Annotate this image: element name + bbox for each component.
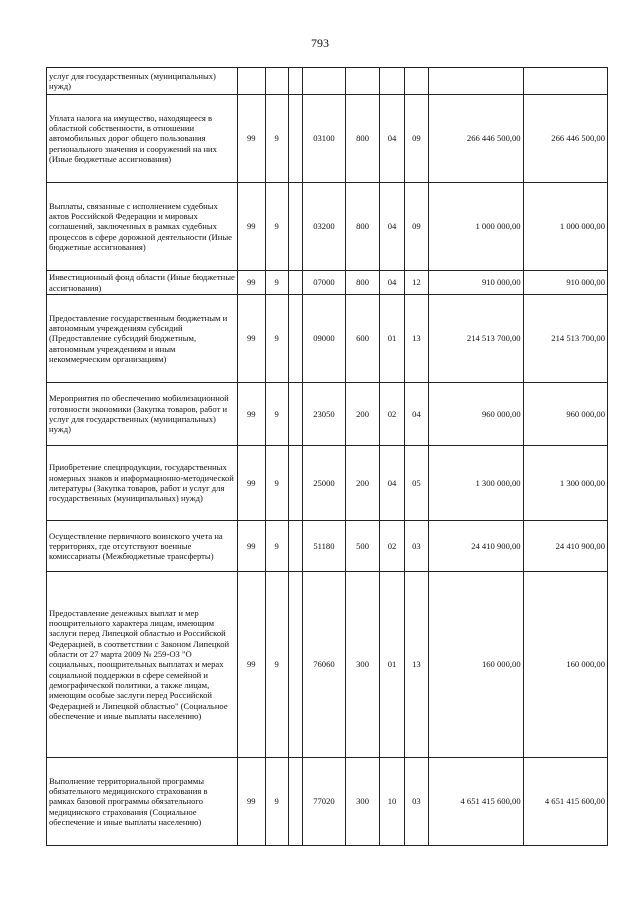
- row-code-a: [238, 68, 265, 95]
- row-amount-2: 960 000,00: [523, 383, 607, 446]
- row-code-a: 99: [238, 95, 265, 183]
- row-section: 04: [380, 446, 404, 521]
- row-section: 01: [380, 295, 404, 383]
- row-code-a: 99: [238, 271, 265, 295]
- row-expense-type: 200: [345, 383, 380, 446]
- row-expense-type: 300: [345, 758, 380, 846]
- row-empty-cell: [288, 95, 302, 183]
- row-section: 04: [380, 271, 404, 295]
- row-code-a: 99: [238, 521, 265, 572]
- row-code-b: 9: [265, 572, 288, 758]
- row-amount-2: 910 000,00: [523, 271, 607, 295]
- row-expense-type: 800: [345, 271, 380, 295]
- row-name: Осуществление первичного воинского учета на территориях, где отсутствуют военные комиссариаты (Межбюджетные трансферты): [47, 521, 238, 572]
- row-subsection: 13: [404, 572, 428, 758]
- row-target-article: [303, 68, 346, 95]
- table-row: [47, 295, 608, 383]
- row-name: услуг для государственных (муниципальных) нужд): [47, 68, 238, 95]
- table-row: [47, 95, 608, 183]
- row-target-article: 77020: [303, 758, 346, 846]
- row-empty-cell: [288, 446, 302, 521]
- row-subsection: 13: [404, 295, 428, 383]
- row-target-article: 03100: [303, 95, 346, 183]
- row-code-a: 99: [238, 383, 265, 446]
- row-code-b: 9: [265, 95, 288, 183]
- row-target-article: 25000: [303, 446, 346, 521]
- row-name: Приобретение спецпродукции, государственных номерных знаков и информационно-методической литературы (Закупка товаров, работ и услуг для государственных (муниципальных) нужд): [47, 446, 238, 521]
- table-row: [47, 68, 608, 95]
- row-target-article: 51180: [303, 521, 346, 572]
- row-subsection: 09: [404, 95, 428, 183]
- row-section: 10: [380, 758, 404, 846]
- row-amount-1: 1 300 000,00: [429, 446, 524, 521]
- row-empty-cell: [288, 758, 302, 846]
- row-amount-2: 1 300 000,00: [523, 446, 607, 521]
- row-code-a: 99: [238, 758, 265, 846]
- row-section: 02: [380, 383, 404, 446]
- row-code-a: 99: [238, 572, 265, 758]
- row-amount-1: 214 513 700,00: [429, 295, 524, 383]
- row-target-article: 03200: [303, 183, 346, 271]
- table-row: [47, 383, 608, 446]
- row-amount-2: 24 410 900,00: [523, 521, 607, 572]
- row-subsection: 03: [404, 758, 428, 846]
- row-amount-1: 910 000,00: [429, 271, 524, 295]
- row-empty-cell: [288, 295, 302, 383]
- row-code-b: 9: [265, 183, 288, 271]
- row-empty-cell: [288, 383, 302, 446]
- row-target-article: 76060: [303, 572, 346, 758]
- row-expense-type: 200: [345, 446, 380, 521]
- row-subsection: 09: [404, 183, 428, 271]
- row-code-b: 9: [265, 383, 288, 446]
- row-amount-1: [429, 68, 524, 95]
- row-target-article: 09000: [303, 295, 346, 383]
- row-expense-type: 500: [345, 521, 380, 572]
- row-code-b: [265, 68, 288, 95]
- row-expense-type: 300: [345, 572, 380, 758]
- row-section: 04: [380, 183, 404, 271]
- table-row: [47, 446, 608, 521]
- row-amount-2: 160 000,00: [523, 572, 607, 758]
- row-amount-2: 1 000 000,00: [523, 183, 607, 271]
- row-amount-1: 960 000,00: [429, 383, 524, 446]
- row-amount-2: 266 446 500,00: [523, 95, 607, 183]
- row-section: 02: [380, 521, 404, 572]
- row-expense-type: 800: [345, 95, 380, 183]
- row-code-a: 99: [238, 295, 265, 383]
- row-amount-2: 4 651 415 600,00: [523, 758, 607, 846]
- row-amount-2: [523, 68, 607, 95]
- row-section: 01: [380, 572, 404, 758]
- row-amount-2: 214 513 700,00: [523, 295, 607, 383]
- row-name: Инвестиционный фонд области (Иные бюджетные ассигнования): [47, 271, 238, 295]
- row-name: Уплата налога на имущество, находящееся в областной собственности, в отношении автомобильных дорог общего пользования регионального значения и сооружений на них (Иные бюджетные ассигнования): [47, 95, 238, 183]
- row-empty-cell: [288, 271, 302, 295]
- row-subsection: [404, 68, 428, 95]
- row-code-b: 9: [265, 295, 288, 383]
- row-target-article: 23050: [303, 383, 346, 446]
- row-code-a: 99: [238, 183, 265, 271]
- row-section: [380, 68, 404, 95]
- row-subsection: 05: [404, 446, 428, 521]
- row-name: Мероприятия по обеспечению мобилизационной готовности экономики (Закупка товаров, работ и услуг для государственных (муниципальных) нужд): [47, 383, 238, 446]
- table-row: [47, 572, 608, 758]
- row-expense-type: 800: [345, 183, 380, 271]
- row-code-b: 9: [265, 446, 288, 521]
- row-code-b: 9: [265, 758, 288, 846]
- budget-table: [46, 67, 608, 846]
- row-amount-1: 160 000,00: [429, 572, 524, 758]
- row-code-b: 9: [265, 271, 288, 295]
- row-name: Предоставление денежных выплат и мер поощрительного характера лицам, имеющим заслуги перед Липецкой областью и Российской Федерацией, в соответствии с Законом Липецкой области от 27 марта 2009 № 259-ОЗ "О социальных, поощрительных выплатах и мерах социальной поддержки в сфере семейной и демографической политики, а также лицам, имеющим особые заслуги перед Российской Федерацией и Липецкой областью" (Социальное обеспечение и иные выплаты населению): [47, 572, 238, 758]
- row-code-b: 9: [265, 521, 288, 572]
- page-number: 793: [311, 36, 329, 50]
- row-empty-cell: [288, 521, 302, 572]
- row-code-a: 99: [238, 446, 265, 521]
- table-row: [47, 271, 608, 295]
- row-target-article: 07000: [303, 271, 346, 295]
- row-amount-1: 266 446 500,00: [429, 95, 524, 183]
- row-subsection: 12: [404, 271, 428, 295]
- table-row: [47, 521, 608, 572]
- table-row: [47, 758, 608, 846]
- row-expense-type: [345, 68, 380, 95]
- row-amount-1: 24 410 900,00: [429, 521, 524, 572]
- row-name: Выполнение территориальной программы обязательного медицинского страхования в рамках базовой программы обязательного медицинского страхования (Социальное обеспечение и иные выплаты населению): [47, 758, 238, 846]
- table-row: [47, 183, 608, 271]
- row-subsection: 03: [404, 521, 428, 572]
- row-empty-cell: [288, 183, 302, 271]
- row-name: Предоставление государственным бюджетным и автономным учреждениям субсидий (Предоставление субсидий бюджетным, автономным учреждениям и иным некоммерческим организациям): [47, 295, 238, 383]
- row-amount-1: 1 000 000,00: [429, 183, 524, 271]
- row-name: Выплаты, связанные с исполнением судебных актов Российской Федерации и мировых соглашений, заключенных в рамках судебных процессов в сфере дорожной деятельности (Иные бюджетные ассигнования): [47, 183, 238, 271]
- row-subsection: 04: [404, 383, 428, 446]
- row-empty-cell: [288, 572, 302, 758]
- row-section: 04: [380, 95, 404, 183]
- row-expense-type: 600: [345, 295, 380, 383]
- row-amount-1: 4 651 415 600,00: [429, 758, 524, 846]
- row-empty-cell: [288, 68, 302, 95]
